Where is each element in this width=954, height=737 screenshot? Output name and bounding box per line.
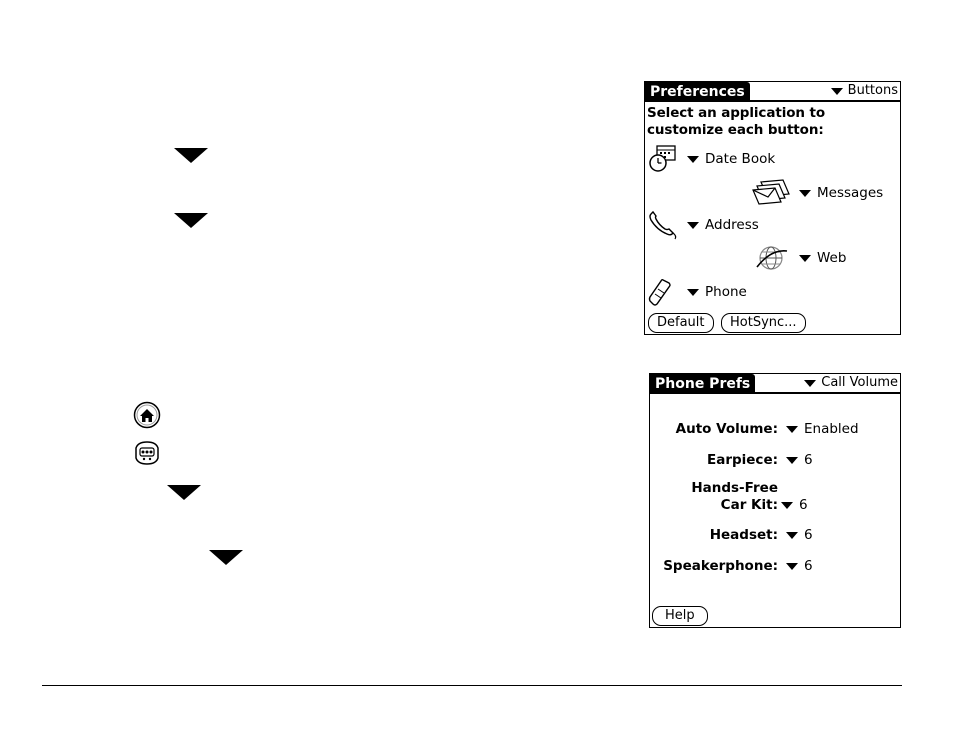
screen-title: Preferences <box>645 82 750 102</box>
category-label: Buttons <box>847 83 898 98</box>
app-label: Web <box>817 250 847 266</box>
app-row-date-book[interactable] <box>647 144 775 174</box>
category-dropdown[interactable] <box>804 374 898 392</box>
setting-value: 6 <box>804 558 813 574</box>
pick-list-arrow-icon <box>167 485 201 500</box>
title-bar-rule <box>645 100 900 102</box>
pick-list-arrow-icon <box>209 550 243 565</box>
app-label: Messages <box>817 185 884 201</box>
app-row-web[interactable] <box>749 243 846 273</box>
app-label: Date Book <box>705 151 776 167</box>
category-label: Call Volume <box>821 375 898 390</box>
date-book-icon <box>647 144 681 174</box>
app-row-address[interactable] <box>647 210 759 240</box>
pick-list-arrow-icon <box>174 213 208 228</box>
title-bar-rule <box>650 392 900 394</box>
dropdown-arrow-icon <box>786 457 798 464</box>
setting-label: Earpiece: <box>707 452 778 468</box>
car-kit-row <box>650 480 808 514</box>
messages-icon <box>749 178 793 208</box>
app-label: Phone <box>705 284 747 300</box>
category-dropdown[interactable] <box>831 82 898 100</box>
dropdown-arrow-icon <box>799 255 811 262</box>
dropdown-arrow-icon <box>804 380 816 387</box>
setting-value: Enabled <box>804 421 859 437</box>
dropdown-arrow-icon <box>687 156 699 163</box>
speakerphone-row <box>650 558 813 574</box>
page-footer-rule <box>42 685 902 686</box>
prefs-icon <box>133 438 161 466</box>
setting-value: 6 <box>804 527 813 543</box>
phone-icon <box>647 277 681 307</box>
hotsync-button[interactable]: HotSync... <box>721 313 806 333</box>
dropdown-arrow-icon <box>786 532 798 539</box>
speakerphone-dropdown[interactable] <box>786 558 813 574</box>
setting-label: Auto Volume: <box>675 421 778 437</box>
dropdown-arrow-icon <box>687 289 699 296</box>
dropdown-arrow-icon <box>781 502 793 509</box>
setting-label: Speakerphone: <box>663 558 778 574</box>
auto-volume-row <box>650 421 859 437</box>
default-button[interactable]: Default <box>648 313 714 333</box>
home-icon <box>133 401 161 429</box>
dropdown-arrow-icon <box>687 222 699 229</box>
earpiece-row <box>650 452 813 468</box>
web-icon <box>749 243 793 273</box>
auto-volume-dropdown[interactable] <box>786 421 859 437</box>
earpiece-dropdown[interactable] <box>786 452 813 468</box>
dropdown-arrow-icon <box>831 88 843 95</box>
help-button[interactable]: Help <box>652 606 708 626</box>
setting-label: Hands-Free Car Kit: <box>691 480 778 513</box>
app-label: Address <box>705 217 759 233</box>
headset-row <box>650 527 813 543</box>
dropdown-arrow-icon <box>786 563 798 570</box>
setting-value: 6 <box>804 452 813 468</box>
dropdown-arrow-icon <box>799 190 811 197</box>
dropdown-arrow-icon <box>786 426 798 433</box>
pick-list-arrow-icon <box>174 148 208 163</box>
phone-prefs-screen <box>649 373 901 628</box>
preferences-screen <box>644 81 901 335</box>
car-kit-dropdown[interactable] <box>781 497 808 514</box>
setting-value: 6 <box>799 497 808 513</box>
app-row-phone[interactable] <box>647 277 747 307</box>
screen-title: Phone Prefs <box>650 374 755 394</box>
setting-label: Headset: <box>709 527 778 543</box>
instruction-text: Select an application to customize each button: <box>647 105 826 138</box>
address-icon <box>647 210 681 240</box>
headset-dropdown[interactable] <box>786 527 813 543</box>
app-row-messages[interactable] <box>749 178 883 208</box>
